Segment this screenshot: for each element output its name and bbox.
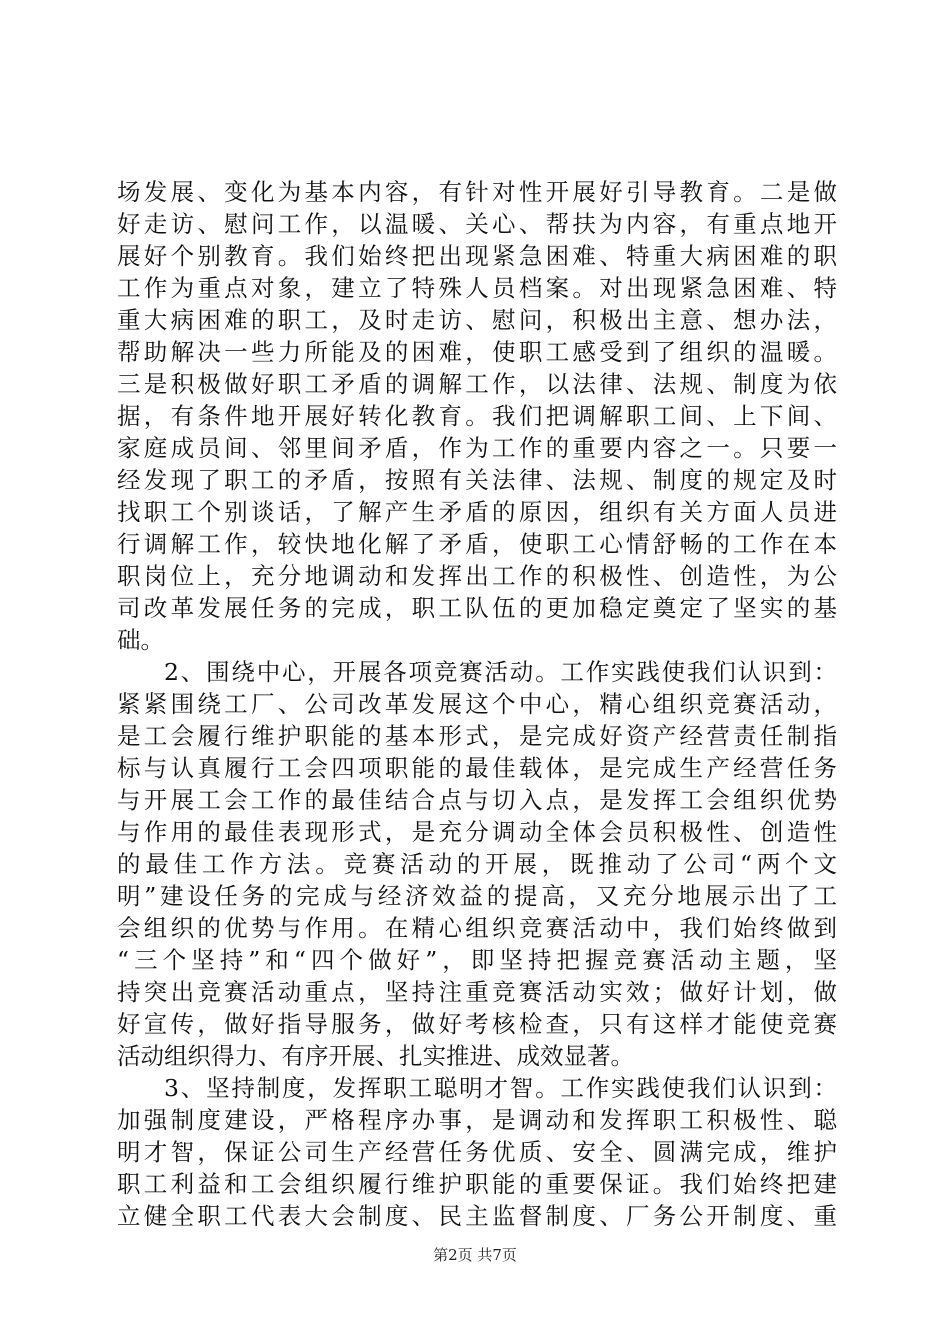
text-line: 础。 xyxy=(117,626,164,654)
text-line: 明”建设任务的完成与经济效益的提高，又充分地展示出了工 xyxy=(117,882,837,910)
text-line: 经发现了职工的矛盾，按照有关法律、法规、制度的规定及时 xyxy=(117,466,837,494)
text-line: 司改革发展任务的完成，职工队伍的更加稳定奠定了坚实的基 xyxy=(117,594,837,622)
text-line: 活动组织得力、有序开展、扎实推进、成效显著。 xyxy=(117,1042,634,1070)
text-line: 职工利益和工会组织履行维护职能的重要保证。我们始终把建 xyxy=(117,1170,837,1198)
text-line: 好宣传，做好指导服务，做好考核检查，只有这样才能使竞赛 xyxy=(117,1010,837,1038)
text-line: 展好个别教育。我们始终把出现紧急困难、特重大病困难的职 xyxy=(117,242,837,270)
text-line: 找职工个别谈话，了解产生矛盾的原因，组织有关方面人员进 xyxy=(117,498,837,526)
text-line: “三个坚持”和“四个做好”，即坚持把握竞赛活动主题，坚 xyxy=(117,946,837,974)
text-line: 帮助解决一些力所能及的困难，使职工感受到了组织的温暖。 xyxy=(117,338,837,366)
text-line: 明才智，保证公司生产经营任务优质、安全、圆满完成，维护 xyxy=(117,1138,837,1166)
text-line: 与开展工会工作的最佳结合点与切入点，是发挥工会组织优势 xyxy=(117,786,837,814)
paragraph xyxy=(117,176,837,656)
text-line: 的最佳工作方法。竞赛活动的开展，既推动了公司“两个文 xyxy=(117,850,837,878)
text-line: 重大病困难的职工，及时走访、慰问，积极出主意、想办法， xyxy=(117,306,837,334)
text-line: 工作为重点对象，建立了特殊人员档案。对出现紧急困难、特 xyxy=(117,274,837,302)
text-line: 行调解工作，较快地化解了矛盾，使职工心情舒畅的工作在本 xyxy=(117,530,837,558)
text-line: 会组织的优势与作用。在精心组织竞赛活动中，我们始终做到 xyxy=(117,914,837,942)
text-line: 加强制度建设，严格程序办事，是调动和发挥职工积极性、聪 xyxy=(117,1106,837,1134)
text-line: 2、围绕中心，开展各项竞赛活动。工作实践使我们认识到： xyxy=(164,658,837,686)
text-line: 紧紧围绕工厂、公司改革发展这个中心，精心组织竞赛活动， xyxy=(117,690,837,718)
paragraph xyxy=(117,1072,837,1232)
text-line: 立健全职工代表大会制度、民主监督制度、厂务公开制度、重 xyxy=(117,1202,837,1230)
text-line: 标与认真履行工会四项职能的最佳载体，是完成生产经营任务 xyxy=(117,754,837,782)
text-line: 三是积极做好职工矛盾的调解工作，以法律、法规、制度为依 xyxy=(117,370,837,398)
text-line: 好走访、慰问工作，以温暖、关心、帮扶为内容，有重点地开 xyxy=(117,210,837,238)
text-line: 持突出竞赛活动重点，坚持注重竞赛活动实效；做好计划，做 xyxy=(117,978,837,1006)
text-line: 职岗位上，充分地调动和发挥出工作的积极性、创造性，为公 xyxy=(117,562,837,590)
text-line: 场发展、变化为基本内容，有针对性开展好引导教育。二是做 xyxy=(117,178,837,206)
text-line: 与作用的最佳表现形式，是充分调动全体会员积极性、创造性 xyxy=(117,818,837,846)
text-line: 据，有条件地开展好转化教育。我们把调解职工间、上下间、 xyxy=(117,402,837,430)
text-line: 3、坚持制度，发挥职工聪明才智。工作实践使我们认识到： xyxy=(164,1074,837,1102)
text-line: 家庭成员间、邻里间矛盾，作为工作的重要内容之一。只要一 xyxy=(117,434,837,462)
document-body xyxy=(117,176,837,1232)
paragraph xyxy=(117,656,837,1072)
text-line: 是工会履行维护职能的基本形式，是完成好资产经营责任制指 xyxy=(117,722,837,750)
page-footer: 第2页 共7页 xyxy=(433,1246,517,1264)
